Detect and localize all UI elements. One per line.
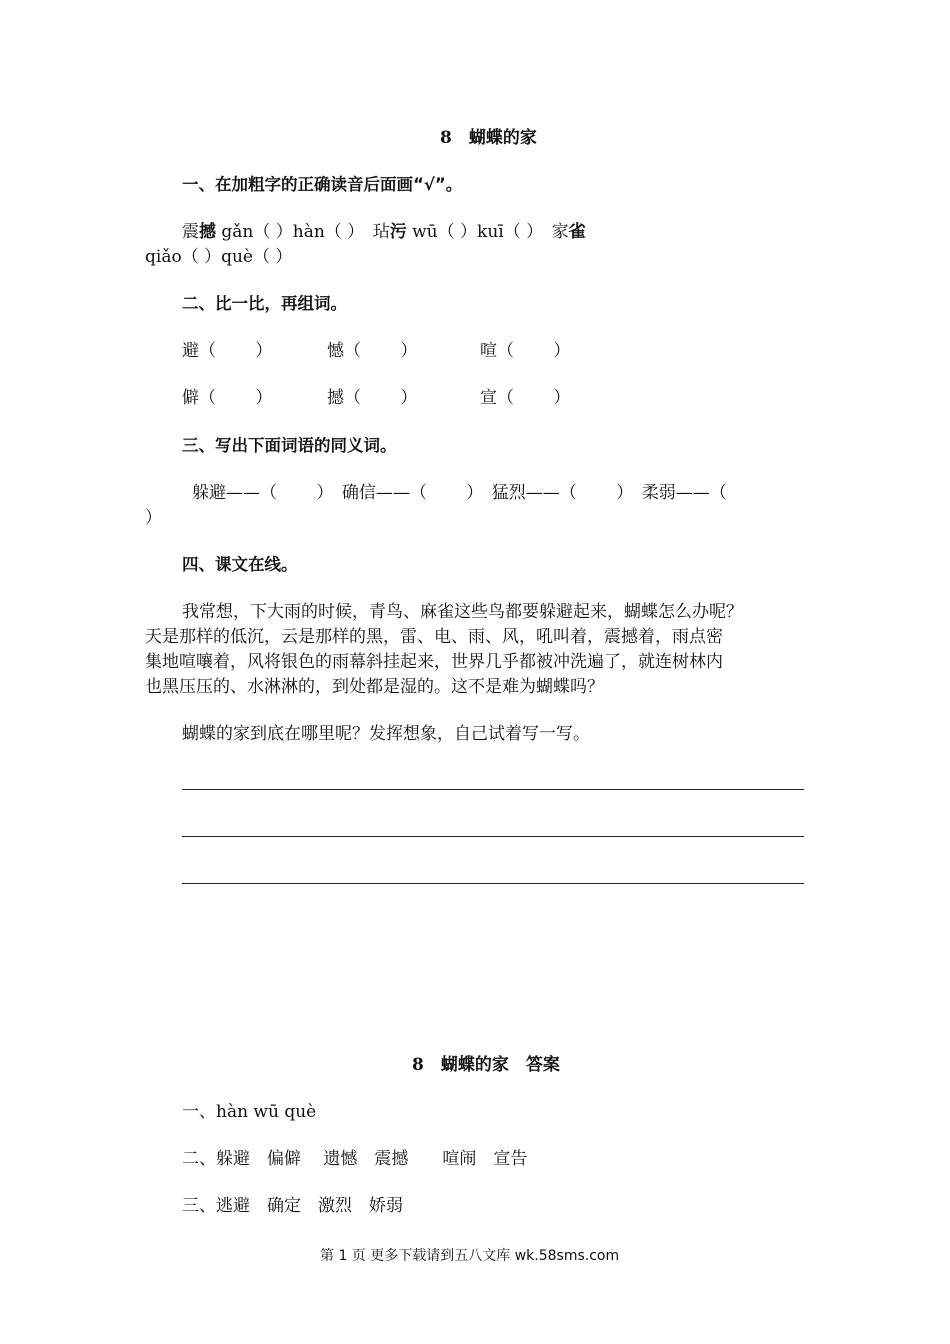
q1-w2-bold: 污 bbox=[389, 222, 407, 242]
q3-line1: 躲避——（ ） 确信——（ ） 猛烈——（ ） 柔弱——（ bbox=[192, 483, 727, 503]
answer-2: 二、躲避 偏僻 遗憾 震撼 喧闹 宣告 bbox=[182, 1149, 528, 1169]
q4-para-line2: 天是那样的低沉，云是那样的黑，雷、电、雨、风，吼叫着，震撼着，雨点密 bbox=[145, 627, 723, 647]
writing-line-2 bbox=[182, 836, 804, 837]
q1-w3-bold: 雀 bbox=[568, 222, 586, 242]
q2-row1-item3: 喧（ ） bbox=[480, 341, 571, 361]
q1-w1-pre: 震 bbox=[182, 222, 199, 242]
q1-w1-opts: gǎn（ ）hàn（ ） bbox=[216, 222, 373, 242]
q1-w1-bold: 撼 bbox=[199, 222, 216, 242]
q2-row2-item2: 撼（ ） bbox=[327, 388, 418, 408]
q1-line1 bbox=[182, 220, 586, 244]
answers-title: 8 蝴蝶的家 答案 bbox=[412, 1055, 560, 1075]
q2-row2-item1: 僻（ ） bbox=[182, 388, 273, 408]
q3-heading: 三、写出下面词语的同义词。 bbox=[182, 436, 397, 455]
q2-heading: 二、比一比，再组词。 bbox=[182, 294, 347, 313]
q1-w2-opts: wū（ ）kuī（ ） bbox=[406, 222, 552, 242]
answer-1: 一、hàn wū què bbox=[182, 1102, 317, 1122]
q4-para-line1: 我常想，下大雨的时候，青鸟、麻雀这些鸟都要躲避起来，蝴蝶怎么办呢？ bbox=[182, 602, 743, 622]
q1-w2-pre: 玷 bbox=[372, 222, 390, 242]
writing-line-3 bbox=[182, 883, 804, 884]
q1-w3-pre: 家 bbox=[551, 222, 569, 242]
answer-3: 三、逃避 确定 激烈 娇弱 bbox=[182, 1196, 403, 1216]
q2-row2-item3: 宣（ ） bbox=[480, 388, 571, 408]
writing-line-1 bbox=[182, 789, 804, 790]
q2-row1-item1: 避（ ） bbox=[182, 341, 273, 361]
page-title: 8 蝴蝶的家 bbox=[440, 128, 537, 148]
q3-line2: ） bbox=[145, 508, 162, 528]
q1-line2: qiǎo（ ）què（ ） bbox=[145, 247, 293, 267]
q1-heading: 一、在加粗字的正确读音后面画“√”。 bbox=[182, 175, 463, 194]
q4-heading: 四、课文在线。 bbox=[182, 555, 298, 574]
q4-para-line4: 也黑压压的、水淋淋的，到处都是湿的。这不是难为蝴蝶吗？ bbox=[145, 677, 604, 697]
q4-para-line3: 集地喧嚷着，风将银色的雨幕斜挂起来，世界几乎都被冲洗遍了，就连树林内 bbox=[145, 652, 723, 672]
page-footer: 第 1 页 更多下载请到五八文库 wk.58sms.com bbox=[320, 1248, 620, 1264]
q4-prompt: 蝴蝶的家到底在哪里呢？发挥想象，自己试着写一写。 bbox=[182, 724, 590, 744]
q2-row1-item2: 憾（ ） bbox=[327, 341, 418, 361]
